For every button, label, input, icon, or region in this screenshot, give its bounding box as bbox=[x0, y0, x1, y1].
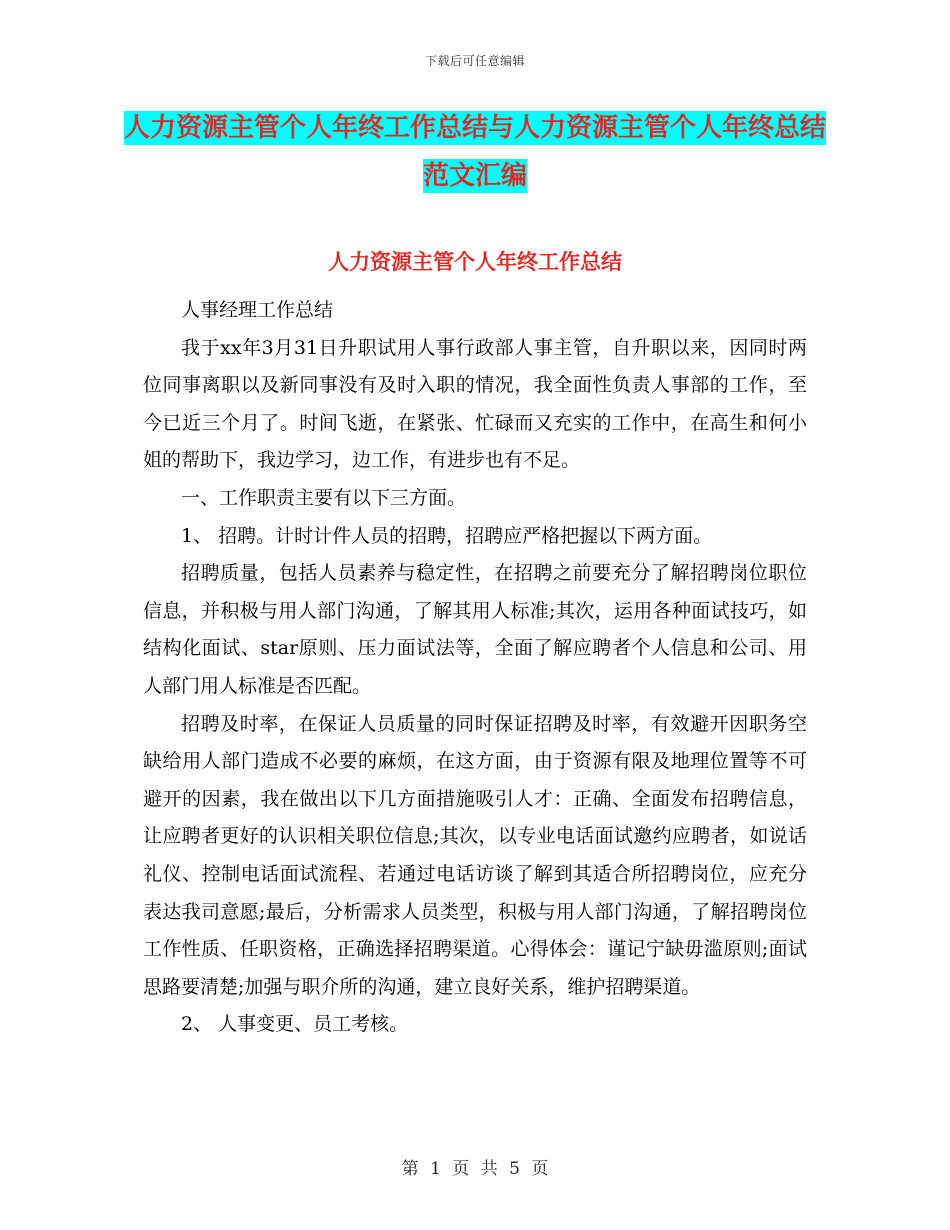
section-title: 人力资源主管个人年终工作总结 bbox=[328, 250, 622, 274]
paragraph: 招聘及时率，在保证人员质量的同时保证招聘及时率，有效避开因职务空缺给用人部门造成不必要的麻烦，在这方面，由于资源有限及地理位置等不可避开的因素，我在做出以下几方面措施吸引人才：正确、全面发布招聘信息，让应聘者更好的认识相关职位信息;其次，以专业电话面试邀约应聘者，如说话礼仪、控制电话面试流程、若通过电话访谈了解到其适合所招聘岗位，应充分表达我司意愿;最后，分析需求人员类型，积极与用人部门沟通，了解招聘岗位工作性质、任职资格，正确选择招聘渠道。心得体会：谨记宁缺毋滥原则;面试思路要清楚;加强与职介所的沟通，建立良好关系，维护招聘渠道。 bbox=[143, 712, 807, 998]
paragraph: 一、工作职责主要有以下三方面。 bbox=[181, 486, 467, 509]
paragraph: 2、 人事变更、员工考核。 bbox=[181, 1013, 409, 1036]
document-title-text: 人力资源主管个人年终工作总结与人力资源主管个人年终总结范文汇编 bbox=[123, 113, 826, 191]
header-note: 下载后可任意编辑 bbox=[424, 54, 525, 68]
paragraph: 1、 招聘。计时计件人员的招聘，招聘应严格把握以下两方面。 bbox=[181, 524, 713, 547]
page-footer: 第 1 页 共 5 页 bbox=[401, 1159, 549, 1179]
document-title bbox=[120, 104, 830, 200]
paragraph: 招聘质量，包括人员素养与稳定性，在招聘之前要充分了解招聘岗位职位信息，并积极与用人部门沟通，了解其用人标准;其次，运用各种面试技巧，如结构化面试、star原则、压力面试法等，全面了解应聘者个人信息和公司、用人部门用人标准是否匹配。 bbox=[143, 562, 807, 697]
body-text bbox=[143, 292, 807, 1044]
paragraph: 人事经理工作总结 bbox=[181, 299, 334, 321]
paragraph: 我于xx年3月31日升职试用人事行政部人事主管，自升职以来，因同时两位同事离职以及新同事没有及时入职的情况，我全面性负责人事部的工作，至今已近三个月了。时间飞逝，在紧张、忙碌而又充实的工作中，在高生和何小姐的帮助下，我边学习，边工作，有进步也有不足。 bbox=[143, 336, 807, 472]
